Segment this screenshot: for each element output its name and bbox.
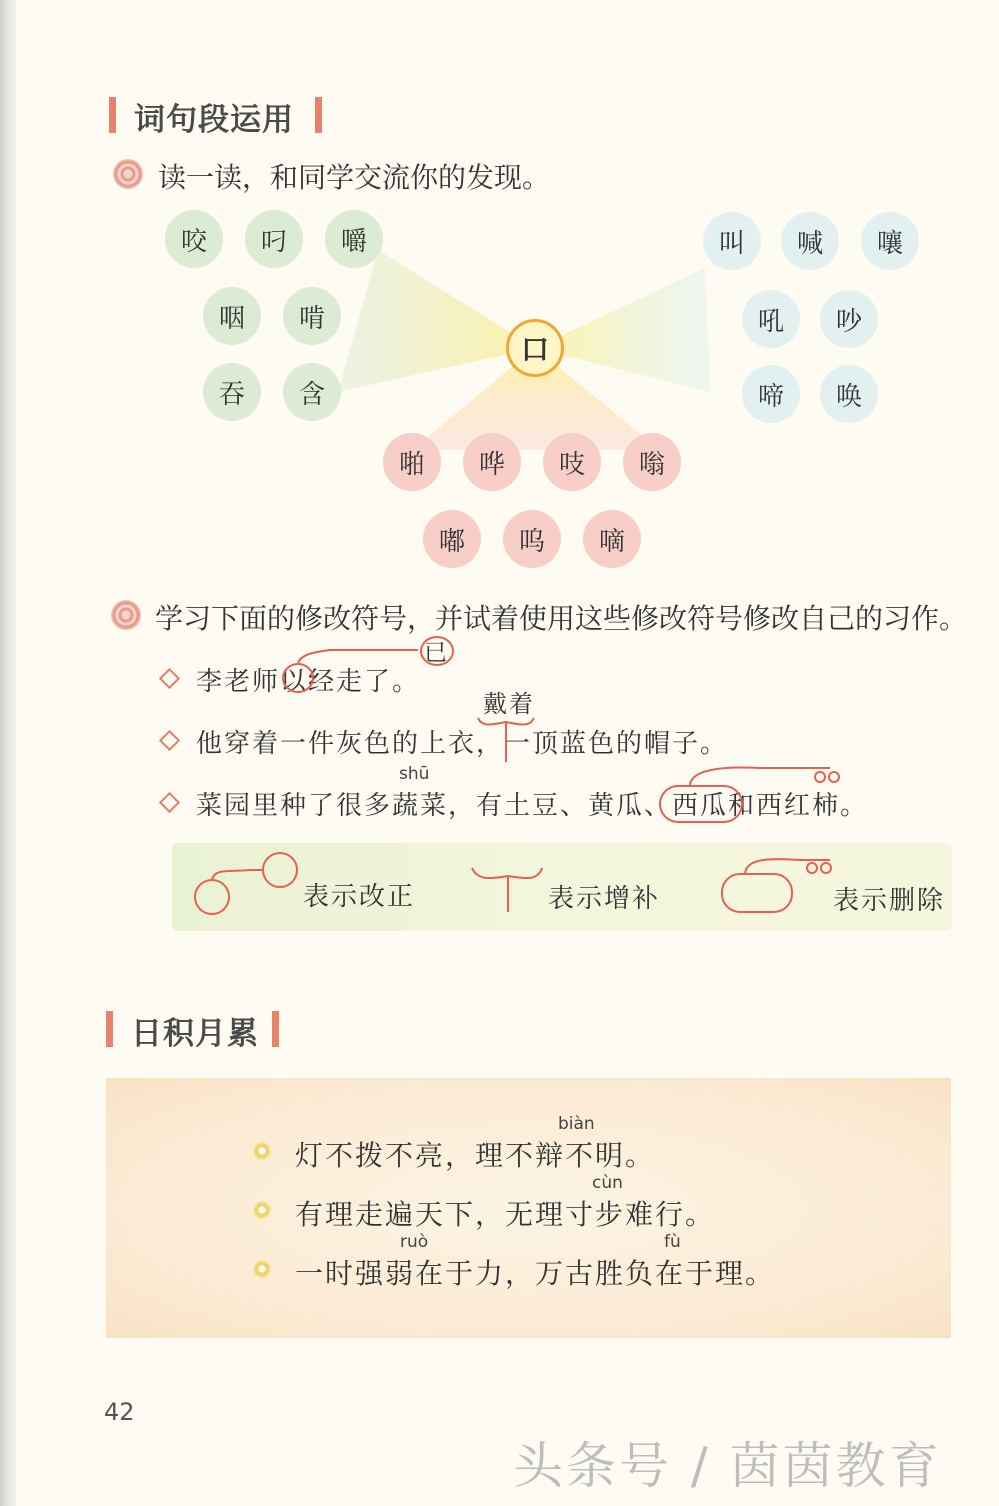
char-circle: 喊 [781,212,839,270]
char-circle: 嗡 [623,433,681,491]
char-circle: 哗 [463,433,521,491]
center-radical: 口 [506,319,564,377]
legend-label: 表示改正 [303,882,416,912]
bullet-ring-icon [253,1260,271,1278]
sentence-text: 他穿着一件灰色的上衣， [196,729,505,759]
section-title: 词句段运用 [134,102,294,138]
sentence-text: 和西红柿。 [728,791,869,821]
char-circle: 呜 [503,510,561,568]
title-bar-right [272,1011,279,1047]
bullet-ring-icon [253,1201,271,1219]
char-circle: 啼 [742,365,800,423]
instruction-2: 学习下面的修改符号，并试着使用这些修改符号修改自己的习作。 [155,602,968,635]
char-circle: 含 [283,363,341,421]
sentence-text: 李老师 [196,667,281,697]
sentence-text: 菜园里种了很多蔬菜，有土豆、黄瓜 [196,791,645,821]
legend-label: 表示增补 [548,884,661,914]
char-circle: 嚷 [861,212,919,270]
pinyin: biàn [558,1114,595,1134]
pinyin: shū [399,764,430,784]
proverb: 一时强弱在于力，万古胜负在于理。 [295,1257,776,1290]
legend-label: 表示删除 [833,886,946,916]
char-circle: 吱 [543,433,601,491]
pinyin: ruò [400,1232,429,1252]
proverb: 灯不拨不亮，理不辩不明。 [295,1139,656,1172]
proverb: 有理走遍天下，无理寸步难行。 [295,1198,716,1231]
section-title: 日积月累 [131,1016,259,1052]
char-circle: 吵 [820,290,878,348]
corrected-char: 已 [424,640,449,666]
char-circle: 嘟 [423,510,481,568]
char-circle: 唤 [820,365,878,423]
char-circle: 嚼 [325,210,383,268]
pinyin: cùn [592,1173,623,1193]
instruction-1: 读一读，和同学交流你的发现。 [158,161,551,194]
char-circle: 咬 [165,210,223,268]
pinyin: fù [664,1232,681,1252]
char-circle: 啃 [283,287,341,345]
page-number: 42 [104,1398,135,1426]
sentence-text: 一顶蓝色的帽子。 [504,729,729,759]
char-circle: 吞 [203,363,261,421]
char-circle: 咽 [203,287,261,345]
deleted-text: 、西瓜 [644,791,729,821]
inserted-text: 戴着 [483,690,535,718]
bullet-ring-icon [253,1142,271,1160]
wrong-char: 以 [280,667,309,697]
char-circle: 叫 [703,212,761,270]
char-circle: 啪 [383,433,441,491]
char-circle: 嘀 [583,510,641,568]
char-circle: 吼 [742,290,800,348]
sentence-text: 经走了。 [308,667,421,697]
char-circle: 叼 [245,210,303,268]
watermark-text: 头条号 / 茵茵教育 [513,1437,942,1495]
title-bar-left [106,1011,113,1047]
